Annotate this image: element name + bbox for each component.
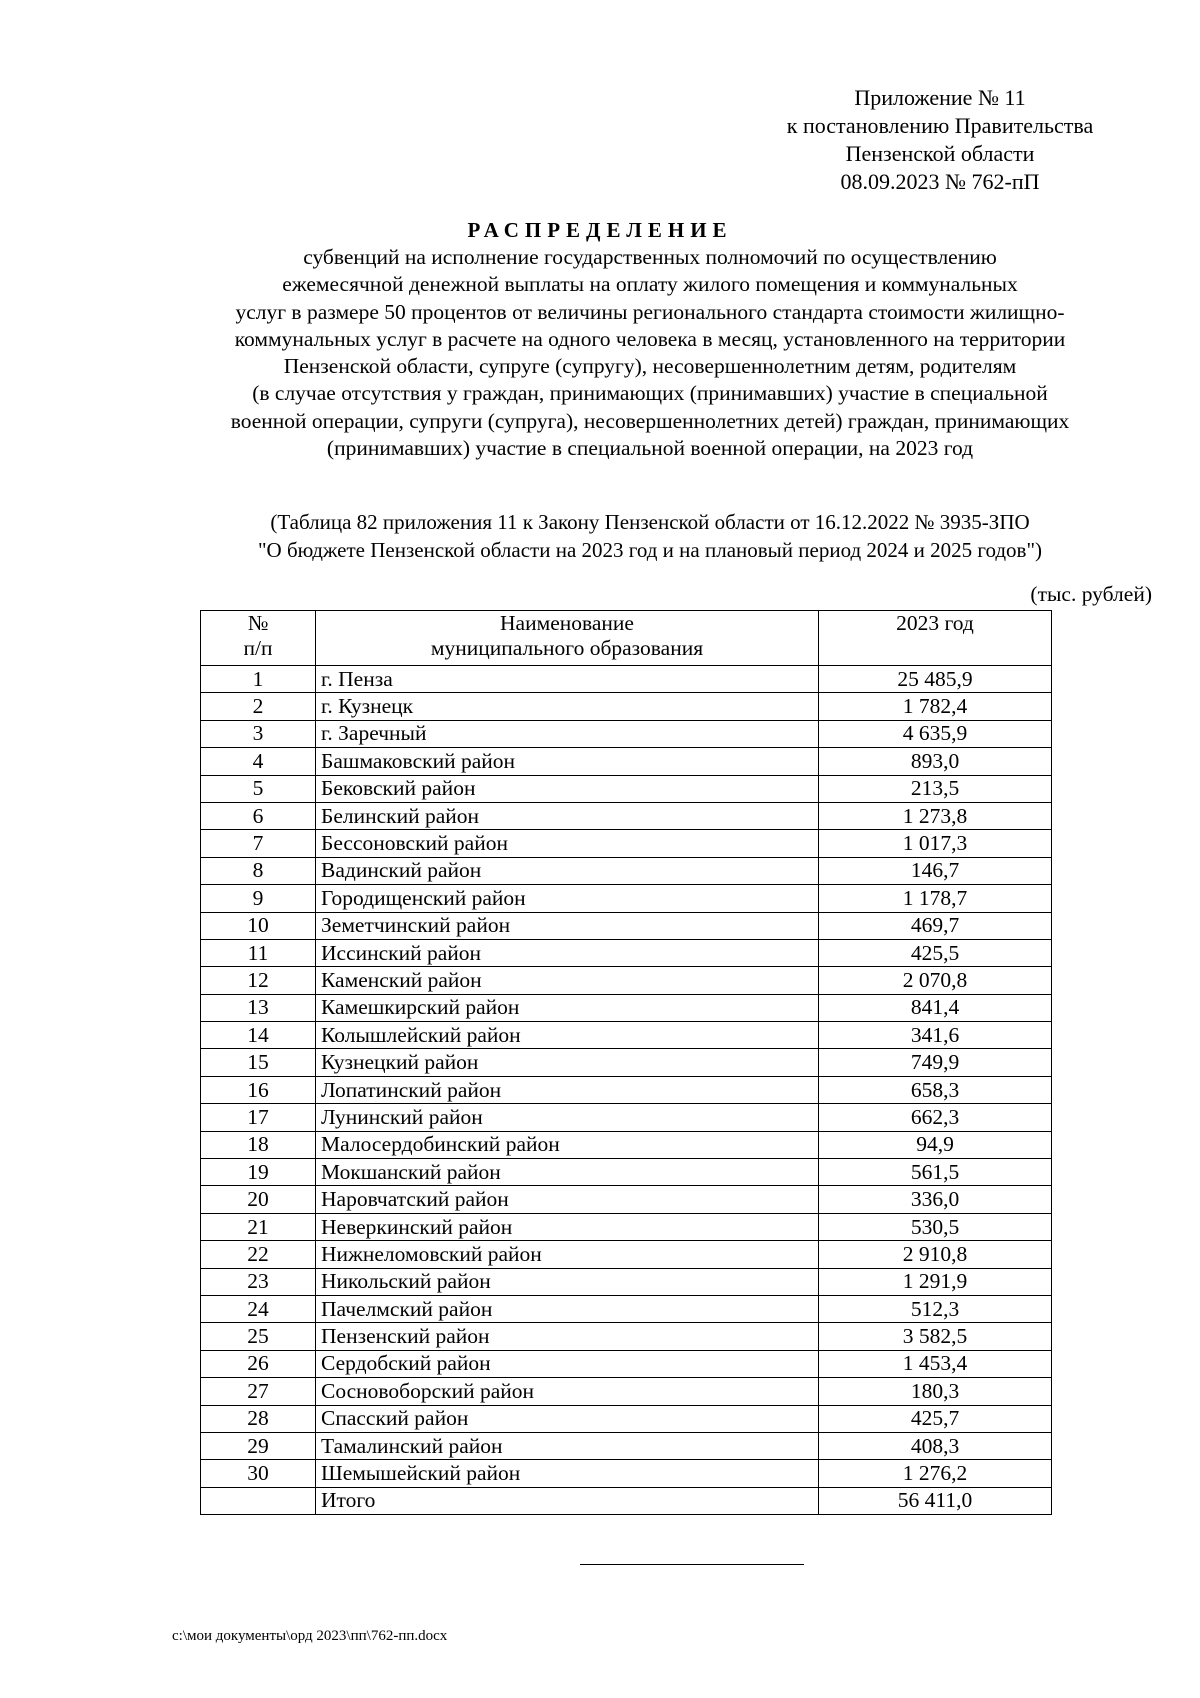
table-row <box>201 1049 1052 1076</box>
file-path-footer: c:\мои документы\орд 2023\пп\762-пп.docx <box>172 1628 448 1644</box>
row-number: 11 <box>201 939 316 966</box>
table-row <box>201 1378 1052 1405</box>
annex-line: к постановлению Правительства <box>786 113 1094 138</box>
row-number: 25 <box>201 1323 316 1350</box>
row-amount: 336,0 <box>819 1186 1052 1213</box>
header-number-line1: № <box>247 611 269 635</box>
row-municipality: Малосердобинский район <box>316 1131 819 1158</box>
row-municipality: Сердобский район <box>316 1350 819 1377</box>
row-amount: 4 635,9 <box>819 720 1052 747</box>
row-amount: 1 453,4 <box>819 1350 1052 1377</box>
table-row <box>201 1268 1052 1295</box>
row-municipality: Иссинский район <box>316 939 819 966</box>
header-value: 2023 год <box>819 611 1052 666</box>
table-row <box>201 1241 1052 1268</box>
row-municipality: Пензенский район <box>316 1323 819 1350</box>
row-number: 20 <box>201 1186 316 1213</box>
subtitle-line: Пензенской области, супруге (супругу), несовершеннолетним детям, родителям <box>283 354 1017 379</box>
row-municipality: Шемышейский район <box>316 1460 819 1487</box>
row-amount: 1 017,3 <box>819 830 1052 857</box>
document-title: РАСПРЕДЕЛЕНИЕ <box>467 218 733 242</box>
table-row <box>201 802 1052 829</box>
row-number: 14 <box>201 1022 316 1049</box>
distribution-table <box>200 610 1052 1515</box>
row-number: 1 <box>201 666 316 693</box>
row-municipality: Бековский район <box>316 775 819 802</box>
row-number: 22 <box>201 1241 316 1268</box>
row-amount: 146,7 <box>819 857 1052 884</box>
row-municipality: Мокшанский район <box>316 1159 819 1186</box>
annex-line: Приложение № 11 <box>854 85 1026 110</box>
row-municipality: г. Заречный <box>316 720 819 747</box>
row-municipality: Бессоновский район <box>316 830 819 857</box>
table-row <box>201 885 1052 912</box>
row-municipality: Спасский район <box>316 1405 819 1432</box>
total-row <box>201 1487 1052 1514</box>
table-row <box>201 1159 1052 1186</box>
subtitle-line: ежемесячной денежной выплаты на оплату жилого помещения и коммунальных <box>282 272 1018 297</box>
table-row <box>201 1213 1052 1240</box>
law-reference-line: "О бюджете Пензенской области на 2023 год и на плановый период 2024 и 2025 годов") <box>257 538 1043 562</box>
table-row <box>201 1131 1052 1158</box>
annex-line: Пензенской области <box>845 141 1035 166</box>
header-name <box>316 611 819 666</box>
table-row <box>201 912 1052 939</box>
row-number: 16 <box>201 1076 316 1103</box>
subtitle-line: услуг в размере 50 процентов от величины регионального стандарта стоимости жилищно- <box>235 299 1065 324</box>
row-number: 29 <box>201 1432 316 1459</box>
subtitle-line: (в случае отсутствия у граждан, принимающих (принимавших) участие в специальной <box>252 381 1048 406</box>
row-amount: 425,7 <box>819 1405 1052 1432</box>
row-amount: 94,9 <box>819 1131 1052 1158</box>
table-row <box>201 693 1052 720</box>
row-number: 2 <box>201 693 316 720</box>
row-municipality: Нижнеломовский район <box>316 1241 819 1268</box>
table-row <box>201 720 1052 747</box>
table-row <box>201 1405 1052 1432</box>
table-row <box>201 830 1052 857</box>
row-municipality: Лопатинский район <box>316 1076 819 1103</box>
row-municipality: Колышлейский район <box>316 1022 819 1049</box>
document-subtitle <box>150 244 1150 462</box>
row-municipality: Белинский район <box>316 802 819 829</box>
row-municipality: Наровчатский район <box>316 1186 819 1213</box>
row-municipality: Тамалинский район <box>316 1432 819 1459</box>
row-number: 10 <box>201 912 316 939</box>
row-number: 13 <box>201 994 316 1021</box>
row-amount: 2 070,8 <box>819 967 1052 994</box>
table-row <box>201 775 1052 802</box>
row-amount: 1 276,2 <box>819 1460 1052 1487</box>
table-body <box>201 666 1052 1515</box>
law-reference <box>150 508 1150 564</box>
table-row <box>201 1186 1052 1213</box>
table-row <box>201 939 1052 966</box>
row-amount: 25 485,9 <box>819 666 1052 693</box>
table-row <box>201 1295 1052 1322</box>
total-label: Итого <box>316 1487 819 1514</box>
total-number <box>201 1487 316 1514</box>
row-amount: 841,4 <box>819 994 1052 1021</box>
row-municipality: Кузнецкий район <box>316 1049 819 1076</box>
table-row <box>201 1022 1052 1049</box>
row-number: 30 <box>201 1460 316 1487</box>
row-amount: 662,3 <box>819 1104 1052 1131</box>
row-municipality: Пачелмский район <box>316 1295 819 1322</box>
law-reference-line: (Таблица 82 приложения 11 к Закону Пензенской области от 16.12.2022 № 3935-ЗПО <box>270 510 1030 534</box>
row-amount: 425,5 <box>819 939 1052 966</box>
subtitle-line: коммунальных услуг в расчете на одного человека в месяц, установленного на территории <box>234 326 1066 351</box>
row-amount: 469,7 <box>819 912 1052 939</box>
row-number: 24 <box>201 1295 316 1322</box>
row-municipality: Камешкирский район <box>316 994 819 1021</box>
separator-line <box>580 1564 804 1565</box>
row-amount: 1 291,9 <box>819 1268 1052 1295</box>
header-name-line1: Наименование <box>500 611 634 635</box>
row-number: 27 <box>201 1378 316 1405</box>
row-amount: 3 582,5 <box>819 1323 1052 1350</box>
table-header-row <box>201 611 1052 666</box>
table-row <box>201 857 1052 884</box>
row-number: 4 <box>201 748 316 775</box>
row-amount: 658,3 <box>819 1076 1052 1103</box>
row-amount: 893,0 <box>819 748 1052 775</box>
row-number: 8 <box>201 857 316 884</box>
row-amount: 1 273,8 <box>819 802 1052 829</box>
row-amount: 512,3 <box>819 1295 1052 1322</box>
row-number: 3 <box>201 720 316 747</box>
row-municipality: Городищенский район <box>316 885 819 912</box>
row-amount: 341,6 <box>819 1022 1052 1049</box>
row-municipality: Башмаковский район <box>316 748 819 775</box>
table-row <box>201 1432 1052 1459</box>
row-municipality: Неверкинский район <box>316 1213 819 1240</box>
table-row <box>201 1350 1052 1377</box>
row-number: 5 <box>201 775 316 802</box>
table-row <box>201 1460 1052 1487</box>
row-number: 9 <box>201 885 316 912</box>
subtitle-line: субвенций на исполнение государственных полномочий по осуществлению <box>303 245 997 269</box>
row-amount: 213,5 <box>819 775 1052 802</box>
row-municipality: г. Кузнецк <box>316 693 819 720</box>
row-municipality: Каменский район <box>316 967 819 994</box>
row-amount: 1 782,4 <box>819 693 1052 720</box>
row-amount: 1 178,7 <box>819 885 1052 912</box>
row-number: 23 <box>201 1268 316 1295</box>
annex-line: 08.09.2023 № 762-пП <box>840 169 1040 194</box>
header-name-line2: муниципального образования <box>430 636 704 660</box>
table-row <box>201 1323 1052 1350</box>
row-amount: 530,5 <box>819 1213 1052 1240</box>
total-amount: 56 411,0 <box>819 1487 1052 1514</box>
row-municipality: Земетчинский район <box>316 912 819 939</box>
row-number: 17 <box>201 1104 316 1131</box>
row-amount: 561,5 <box>819 1159 1052 1186</box>
subtitle-line: военной операции, супруги (супруга), несовершеннолетних детей) граждан, принимающих <box>230 408 1070 433</box>
table-row <box>201 994 1052 1021</box>
row-number: 12 <box>201 967 316 994</box>
header-number <box>201 611 316 666</box>
row-municipality: г. Пенза <box>316 666 819 693</box>
row-amount: 749,9 <box>819 1049 1052 1076</box>
row-number: 21 <box>201 1213 316 1240</box>
table-row <box>201 1104 1052 1131</box>
row-municipality: Вадинский район <box>316 857 819 884</box>
table-row <box>201 666 1052 693</box>
table-row <box>201 748 1052 775</box>
units-label: (тыс. рублей) <box>1030 582 1152 606</box>
row-number: 6 <box>201 802 316 829</box>
row-number: 26 <box>201 1350 316 1377</box>
row-municipality: Лунинский район <box>316 1104 819 1131</box>
row-municipality: Сосновоборский район <box>316 1378 819 1405</box>
row-number: 28 <box>201 1405 316 1432</box>
row-amount: 2 910,8 <box>819 1241 1052 1268</box>
row-number: 19 <box>201 1159 316 1186</box>
row-number: 18 <box>201 1131 316 1158</box>
subtitle-line: (принимавших) участие в специальной военной операции, на 2023 год <box>326 436 974 461</box>
table-row <box>201 967 1052 994</box>
header-number-line2: п/п <box>243 636 273 660</box>
row-municipality: Никольский район <box>316 1268 819 1295</box>
row-amount: 180,3 <box>819 1378 1052 1405</box>
row-amount: 408,3 <box>819 1432 1052 1459</box>
annex-header <box>760 84 1120 196</box>
table-row <box>201 1076 1052 1103</box>
row-number: 7 <box>201 830 316 857</box>
row-number: 15 <box>201 1049 316 1076</box>
